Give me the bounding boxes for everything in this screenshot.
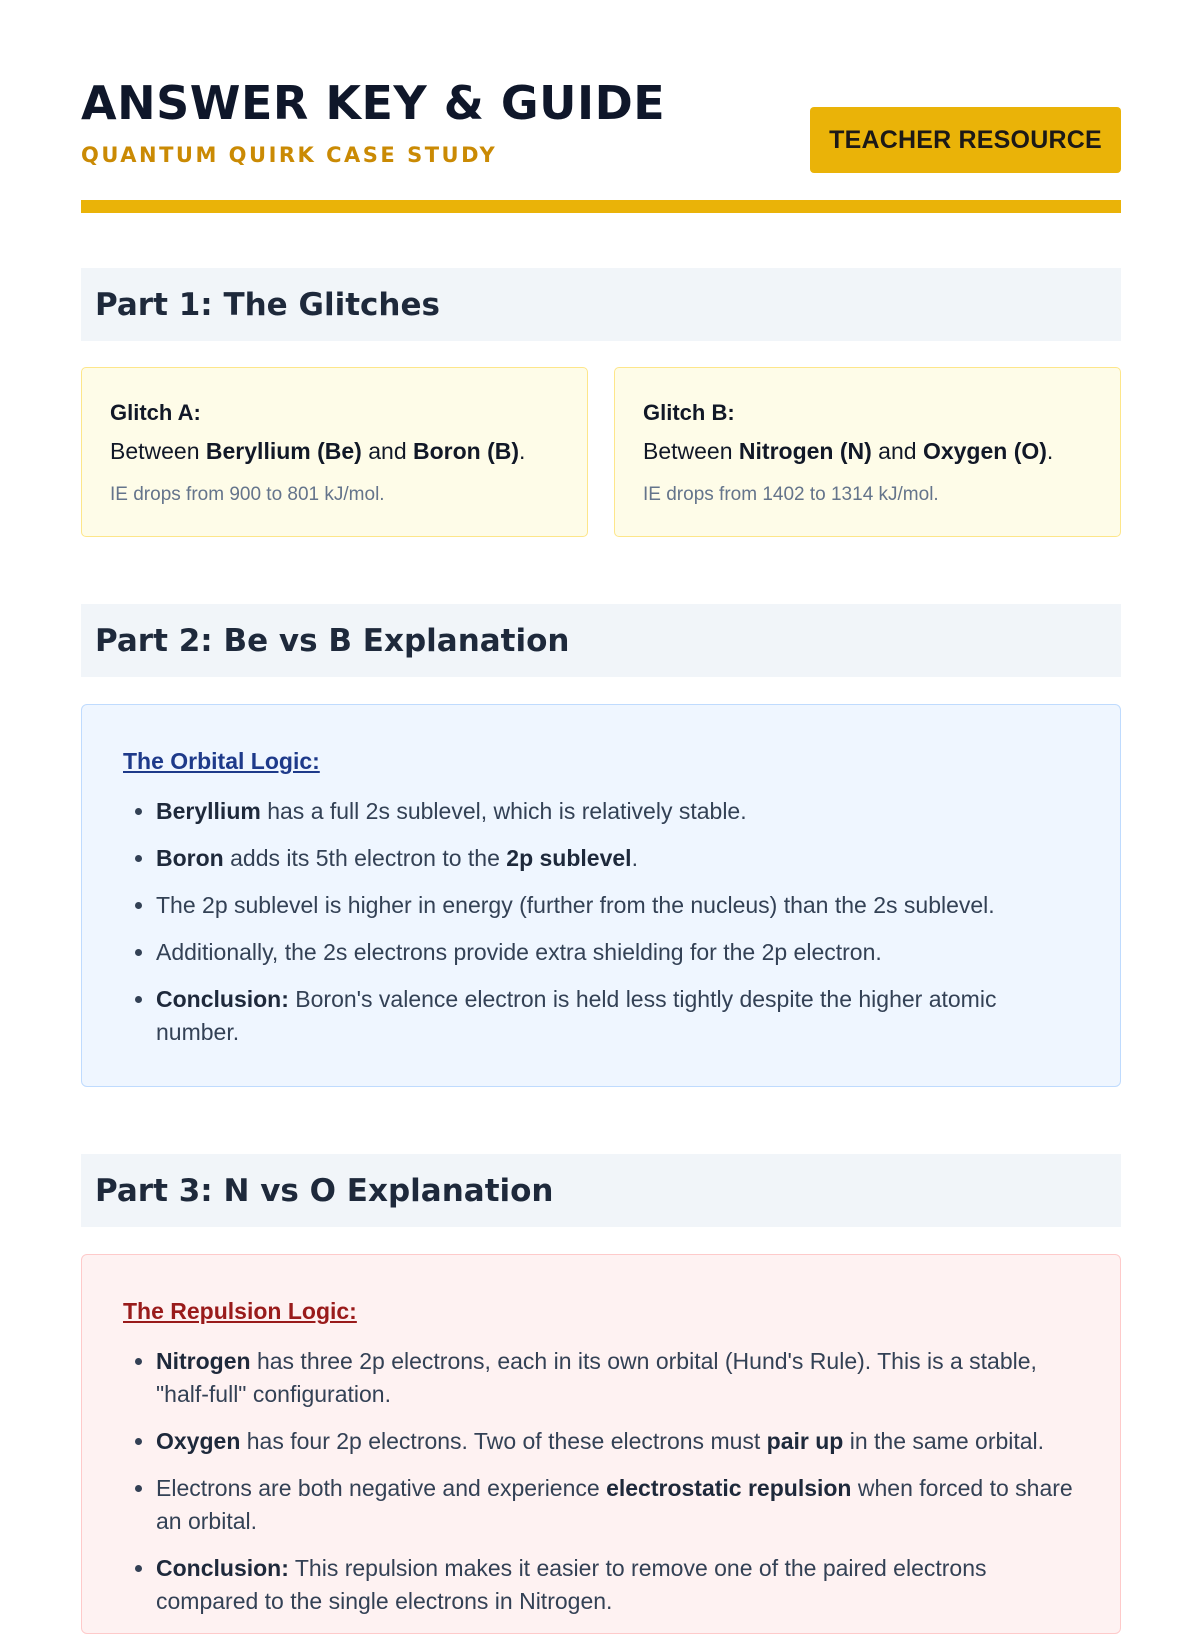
glitch-b-element2: Oxygen (O) bbox=[922, 438, 1047, 464]
part3-heading-bar bbox=[81, 1154, 1121, 1227]
glitch-b-card bbox=[614, 367, 1121, 537]
list-item bbox=[156, 1472, 1076, 1538]
list-item bbox=[156, 795, 1076, 828]
list-item bbox=[156, 983, 1076, 1049]
point-text: Boron's valence electron is held less tightly despite the higher atomic number. bbox=[156, 986, 997, 1045]
point-emphasis: 2p sublevel bbox=[506, 845, 632, 871]
glitch-a-title: Glitch A: bbox=[110, 400, 201, 425]
part1-heading-bar bbox=[81, 268, 1121, 341]
glitch-a-suffix: . bbox=[519, 438, 526, 464]
glitch-a-connector: and bbox=[361, 438, 413, 464]
glitch-b-element1: Nitrogen (N) bbox=[738, 438, 872, 464]
list-item bbox=[156, 842, 1076, 875]
page-title: ANSWER KEY & GUIDE bbox=[81, 76, 666, 130]
list-item bbox=[156, 1345, 1076, 1411]
point-text: Additionally, the 2s electrons provide extra shielding for the 2p electron. bbox=[156, 939, 882, 965]
glitch-a-description bbox=[110, 440, 559, 463]
point-lead: Conclusion: bbox=[156, 1555, 289, 1581]
list-item bbox=[156, 1425, 1076, 1458]
header-divider bbox=[81, 200, 1121, 213]
point-text: The 2p sublevel is higher in energy (further from the nucleus) than the 2s sublevel. bbox=[156, 892, 995, 918]
point-text: has three 2p electrons, each in its own orbital (Hund's Rule). This is a stable, "half-full" configuration. bbox=[156, 1348, 1037, 1407]
glitch-b-title: Glitch B: bbox=[643, 400, 735, 425]
list-item bbox=[156, 936, 1076, 969]
glitch-b-suffix: . bbox=[1046, 438, 1054, 464]
point-lead: Oxygen bbox=[156, 1428, 241, 1454]
page-subtitle: QUANTUM QUIRK CASE STUDY bbox=[81, 143, 498, 167]
glitch-a-card bbox=[81, 367, 588, 537]
orbital-logic-box bbox=[81, 704, 1121, 1087]
glitch-b-connector: and bbox=[871, 438, 923, 464]
teacher-resource-badge: TEACHER RESOURCE bbox=[810, 107, 1121, 173]
point-lead: Boron bbox=[156, 845, 224, 871]
point-text: This repulsion makes it easier to remove one of the paired electrons compared to the single electrons in Nitrogen. bbox=[156, 1555, 987, 1614]
glitch-a-note: IE drops from 900 to 801 kJ/mol. bbox=[110, 484, 385, 505]
repulsion-logic-box bbox=[81, 1254, 1121, 1634]
part3-heading: Part 3: N vs O Explanation bbox=[95, 1172, 554, 1209]
list-item bbox=[156, 889, 1076, 922]
part2-heading-bar bbox=[81, 604, 1121, 677]
point-lead: Beryllium bbox=[156, 798, 261, 824]
part1-heading: Part 1: The Glitches bbox=[95, 286, 440, 323]
glitch-a-element2: Boron (B) bbox=[413, 438, 520, 464]
point-tail: when forced to share an orbital. bbox=[156, 1475, 1073, 1534]
point-emphasis: electrostatic repulsion bbox=[606, 1475, 852, 1501]
glitch-a-element1: Beryllium (Be) bbox=[205, 438, 362, 464]
point-text: adds its 5th electron to the bbox=[223, 845, 507, 871]
glitch-b-prefix: Between bbox=[643, 438, 739, 464]
point-emphasis: pair up bbox=[766, 1428, 844, 1454]
point-tail: . bbox=[631, 845, 638, 871]
repulsion-logic-list bbox=[123, 1345, 1076, 1632]
glitch-a-prefix: Between bbox=[110, 438, 206, 464]
point-tail: in the same orbital. bbox=[843, 1428, 1045, 1454]
point-text: has a full 2s sublevel, which is relatively stable. bbox=[260, 798, 747, 824]
repulsion-logic-title: The Repulsion Logic: bbox=[123, 1298, 357, 1324]
orbital-logic-list bbox=[123, 795, 1076, 1063]
glitch-b-description bbox=[643, 440, 1092, 463]
page-header bbox=[81, 0, 1121, 200]
glitch-b-note: IE drops from 1402 to 1314 kJ/mol. bbox=[643, 484, 939, 505]
point-lead: Nitrogen bbox=[156, 1348, 251, 1374]
point-text: has four 2p electrons. Two of these electrons must bbox=[240, 1428, 767, 1454]
point-lead: Conclusion: bbox=[156, 986, 289, 1012]
part2-heading: Part 2: Be vs B Explanation bbox=[95, 622, 570, 659]
point-text: Electrons are both negative and experience bbox=[156, 1475, 607, 1501]
list-item bbox=[156, 1552, 1076, 1618]
answer-key-page bbox=[81, 0, 1121, 1614]
orbital-logic-title: The Orbital Logic: bbox=[123, 748, 320, 774]
